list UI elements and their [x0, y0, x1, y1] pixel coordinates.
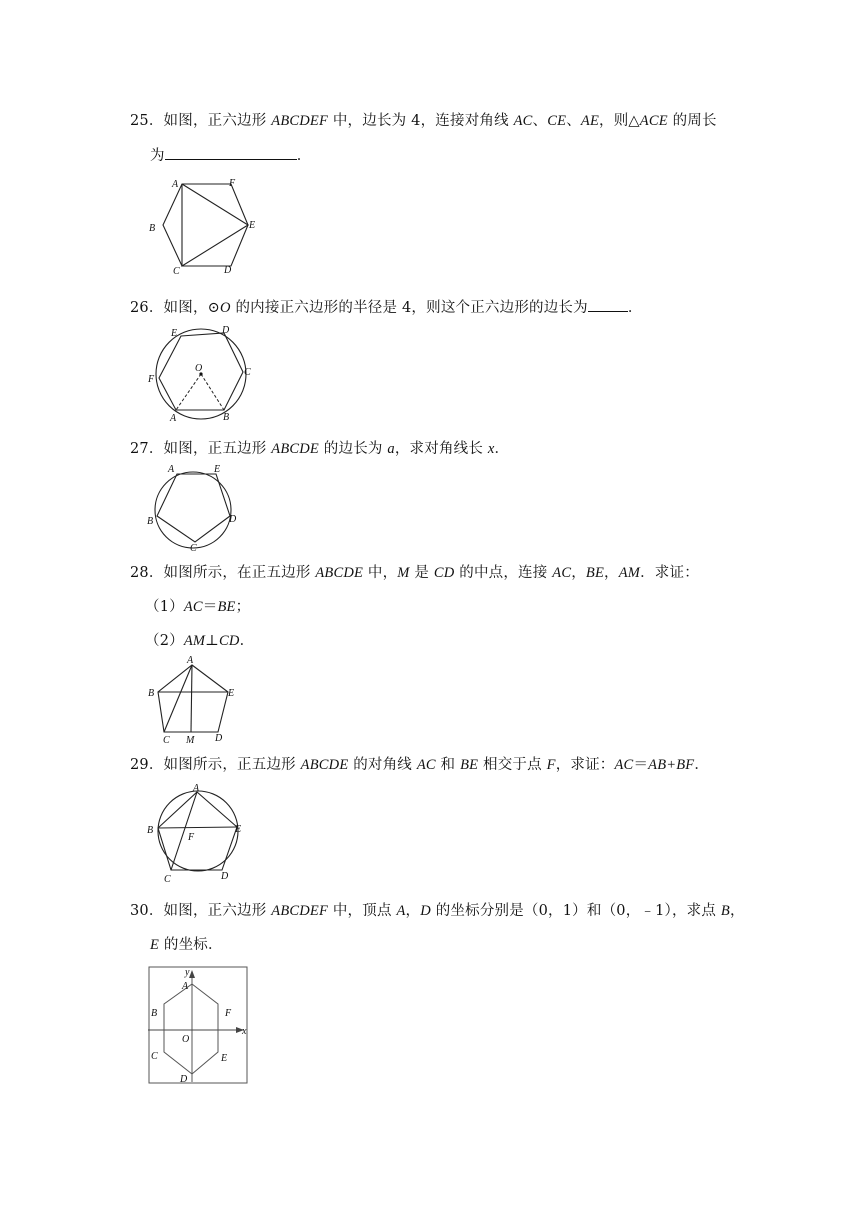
q28-part2: （2）AM⊥CD．	[145, 633, 255, 649]
q28-part1: （1）AC＝BE；	[145, 599, 251, 615]
radius-ob	[201, 374, 224, 410]
radius-oa	[176, 374, 201, 410]
label-b: B	[148, 688, 155, 699]
label-c: C	[164, 874, 171, 885]
q26-circle-hexagon-figure	[140, 320, 265, 425]
pentagon	[157, 474, 230, 542]
label-d: D	[229, 514, 237, 525]
answer-blank	[588, 297, 628, 312]
label-o: O	[182, 1034, 190, 1045]
diagonal-be	[158, 827, 237, 828]
label-d: D	[215, 733, 223, 744]
q30-coordinate-figure	[148, 966, 250, 1086]
label-d: D	[222, 325, 230, 336]
label-b: B	[147, 516, 154, 527]
q30-text-line1: 30．如图，正六边形 ABCDEF 中，顶点 A，D 的坐标分别是（0，1）和（0，﹣1），求点 B，	[130, 903, 745, 919]
label-e: E	[171, 328, 178, 339]
q28-text: 28．如图所示，在正五边形 ABCDE 中，M 是 CD 的中点，连接 AC，BE，AM．求证：	[130, 565, 699, 581]
label-o: O	[195, 363, 203, 374]
label-a: A	[187, 655, 194, 666]
label-e: E	[249, 220, 256, 231]
label-m: M	[186, 735, 195, 746]
q25-text-line2: 为 ．	[150, 145, 311, 166]
diagonal-ac	[164, 665, 192, 732]
q25-text-line1: 25．如图，正六边形 ABCDEF 中，边长为 4，连接对角线 AC、CE、AE，则△ACE 的周长	[130, 113, 717, 129]
label-c: C	[244, 367, 251, 378]
q27-pentagon-figure	[140, 460, 250, 555]
label-e: E	[228, 688, 235, 699]
label-f: F	[229, 178, 236, 189]
label-x: x	[242, 1026, 247, 1037]
label-e: E	[214, 464, 221, 475]
q29-pentagon-figure	[140, 782, 255, 887]
label-c: C	[190, 543, 197, 554]
label-b: B	[151, 1008, 158, 1019]
answer-blank	[165, 145, 297, 160]
label-a: A	[193, 783, 200, 794]
label-b: B	[147, 825, 154, 836]
label-a: A	[170, 413, 177, 424]
pentagon	[158, 792, 237, 870]
label-c: C	[151, 1051, 158, 1062]
y-axis-arrow	[189, 970, 195, 978]
q26-text: 26．如图，⊙O 的内接正六边形的半径是 4，则这个正六边形的边长为 ．	[130, 297, 643, 318]
triangle-ace	[182, 184, 248, 266]
label-f: F	[188, 832, 195, 843]
q30-text-line2: E 的坐标．	[150, 937, 223, 953]
q29-text: 29．如图所示，正五边形 ABCDE 的对角线 AC 和 BE 相交于点 F，求证：AC＝AB+BF．	[130, 757, 710, 773]
hexagon	[164, 984, 218, 1074]
q27-text: 27．如图，正五边形 ABCDE 的边长为 a，求对角线长 x．	[130, 441, 510, 457]
label-a: A	[172, 179, 179, 190]
label-f: F	[148, 374, 155, 385]
label-e: E	[235, 824, 242, 835]
q28-pentagon-figure	[140, 652, 250, 747]
hexagon	[163, 184, 248, 266]
label-b: B	[223, 412, 230, 423]
label-e: E	[221, 1053, 228, 1064]
label-b: B	[149, 223, 156, 234]
label-f: F	[225, 1008, 232, 1019]
q25-hexagon-figure	[140, 170, 270, 280]
label-c: C	[173, 266, 180, 277]
label-y: y	[185, 967, 190, 978]
label-a: A	[182, 981, 189, 992]
label-c: C	[163, 735, 170, 746]
label-a: A	[168, 464, 175, 475]
label-d: D	[180, 1074, 188, 1085]
segment-am	[191, 665, 192, 732]
label-d: D	[224, 265, 232, 276]
label-d: D	[221, 871, 229, 882]
